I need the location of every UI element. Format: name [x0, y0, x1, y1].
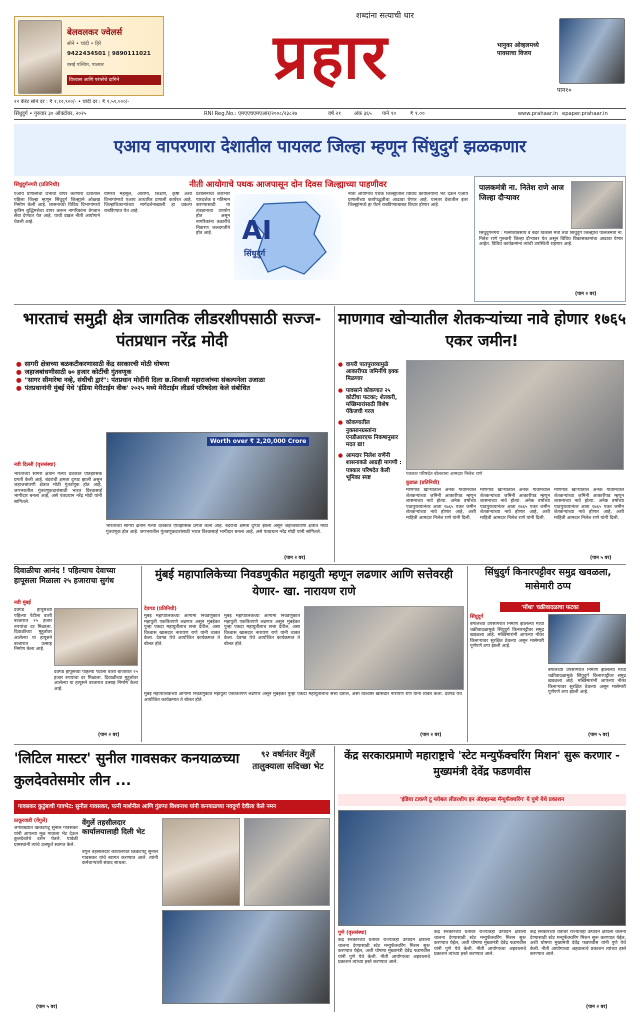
- coast-badge: 'मोंथा' चक्रीवादळाचा फटका: [500, 602, 600, 612]
- website-link[interactable]: www.prahaar.in: [517, 111, 558, 117]
- promo-text: भानुका ओव्हलमध्ये पावसाचा विजय: [497, 42, 539, 57]
- fadnavis-dateline: पुणे (वृत्तसंस्था): [338, 930, 367, 936]
- fadnavis-headline[interactable]: केंद्र सरकारप्रमाणे महाराष्ट्राचे 'स्टेट मन्युफॅक्चरिंग मिशन' सुरू करणार - मुख्यमंत्री देवेंद्र फडणवीस: [344, 749, 620, 778]
- coast-text-1: बंगालच्या उपसागरात निर्माण झालेल्या मोंथा चक्रीवादळामुळे सिंधुदुर्ग किनारपट्टीवर समुद्र खवळला आहे. मच्छिमारांनी आपल्या नौका किनाऱ्यावर सुरक्षित ठेवल्या असून मासेमारी पूर्णपणे ठप्प झाली आहे.: [470, 622, 544, 650]
- coast-story: [470, 566, 626, 742]
- modi-bullet: ● पंतप्रधानांनी मुंबई येथे 'इंडिया मेरीटाईम वीक' २०२५ मध्ये मेरीटाईम लीडर्स परिषदेला केले संबोधित: [16, 384, 251, 392]
- modi-cont: (पान २ वर): [284, 556, 306, 561]
- fadnavis-banner: 'इंडिया टाकणे टू ग्लोबल लीडरशीप इन ॲडव्हान्स्ड मॅन्युफॅक्चरिंग' ये पुणे येथे प्रकाशन: [338, 794, 626, 806]
- ai-col2: यामध्ये महसूल, आरोग्य, शिक्षण, कृषी अशा विभागांमध्ये एआय आधारित प्रणाली कार्यरत आहे. जिल्हाधिकाऱ्यांच्या मार्गदर्शनाखाली हा प्रकल्प राबविण्यात येत आहे.: [104, 192, 192, 214]
- minister-photo: [571, 181, 623, 229]
- diwali-cont: (पान २ वर): [98, 733, 120, 738]
- gavaskar-banner: गावसकर कुटुंबाची गावभेट: सुनील गावसकर, पत्नी मार्शनील आणि गुंडप्पा विश्वनाथ यांनी कनयाळच्या नवदुर्गा देवीला केले नमन: [14, 800, 330, 814]
- mangaon-bullet: ● कोकणातील नुकसानग्रस्तांना एनडीआरएफ निकषानुसार मदत द्या!: [338, 420, 399, 449]
- ad-model-photo: [18, 20, 62, 94]
- modi-dateline: नवी दिल्ली (वृत्तसंस्था): [14, 462, 56, 468]
- gavaskar-photo-2: [244, 818, 330, 906]
- mangaon-story: [338, 306, 626, 562]
- promo-box[interactable]: [497, 18, 627, 98]
- fadnavis-story: [338, 746, 626, 1012]
- fadnavis-cont: (पान २ वर): [586, 1005, 608, 1010]
- coast-text-2: बंगालच्या उपसागरात निर्माण झालेल्या मोंथा चक्रीवादळामुळे सिंधुदुर्ग किनारपट्टीवर समुद्र खवळला आहे. मच्छिमारांनी आपल्या नौका किनाऱ्यावर सुरक्षित ठेवल्या असून मासेमारी पूर्णपणे ठप्प झाली आहे.: [548, 668, 626, 696]
- ai-col3: प्रशासनाचा कारभार पारदर्शक व गतिमान करण्यासाठी या तंत्रज्ञानाचा उपयोग होत असून नागरिकांना तक्रारींचे निवारण जलदगतीने होत आहे.: [196, 192, 230, 237]
- headline-band: [14, 124, 626, 176]
- ad-address: वसई पश्चिम, पालघर: [67, 63, 104, 68]
- guardian-minister-box[interactable]: [474, 176, 626, 302]
- mumbai-text-2: मुंबई महापालिकेच्या आगामी निवडणुकीत महायुती एकत्रितपणे लढणार असून मुंबईकर पुन्हा एकदा महायुतीलाच सत्ता देतील, असा विश्वास खासदार नारायण राणे यांनी व्यक्त केला. देवगड येथे आयोजित कार्यक्रमात ते बोलत होते.: [224, 614, 300, 647]
- ad-phone: 9422434501 | 9890111021: [67, 51, 151, 57]
- coast-headline[interactable]: सिंधुदुर्ग किनारपट्टीवर समुद्र खवळला, मासेमारी ठप्प: [484, 567, 612, 592]
- gavaskar-photo-1: [162, 818, 240, 906]
- modi-headline[interactable]: भारताचं समुद्री क्षेत्र जागतिक लीडरशीपसाठी सज्ज- पंतप्रधान नरेंद्र मोदी: [22, 309, 322, 350]
- mumbai-cont: (पान २ वर): [420, 733, 442, 738]
- mangaon-photo: [406, 360, 624, 470]
- mangaon-text-1: माणगाव खोऱ्यातील अनेक गावांमधील शेतकऱ्यांच्या जमिनी आकारीपड म्हणून शासनाच्या नावे होत्या. अनेक वर्षांच्या पाठपुराव्यानंतर आता १७६५ एकर जमीन शेतकऱ्यांच्या नावे होणार आहे, अशी माहिती आमदार निलेश राणे यांनी दिली.: [406, 488, 476, 521]
- modi-bullet: ● जहाजबांधणीसाठी ७० हजार कोटींची गुंतवणूक: [16, 368, 132, 376]
- coast-cont: (पान ५ वर): [588, 733, 610, 738]
- modi-photo: [106, 432, 328, 520]
- gavaskar-side: ९२ वर्षानंतर वेंगुर्ले तालुक्याला सदिच्छा भेट: [252, 749, 324, 771]
- mangaon-text-2: माणगाव खोऱ्यातील अनेक गावांमधील शेतकऱ्यांच्या जमिनी आकारीपड म्हणून शासनाच्या नावे होत्या. अनेक वर्षांच्या पाठपुराव्यानंतर आता १७६५ एकर जमीन शेतकऱ्यांच्या नावे होणार आहे, अशी माहिती आमदार निलेश राणे यांनी दिली.: [480, 488, 550, 521]
- diwali-photo: [54, 608, 138, 666]
- ai-subhead[interactable]: नीती आयोगाचे पथक आजपासून दोन दिवस जिल्ह्याच्या पाहणीवर: [189, 179, 387, 189]
- mangaon-dateline: कुडाळ (प्रतिनिधी): [406, 480, 440, 486]
- gavaskar-headline[interactable]: 'लिटिल मास्टर' सुनील गावसकर कनयाळच्या कुलदेवतेसमोर लीन ...: [14, 751, 240, 789]
- ai-dateline: सिंधुदुर्गनगरी (प्रतिनिधी): [14, 182, 60, 188]
- mangaon-text-3: माणगाव खोऱ्यातील अनेक गावांमधील शेतकऱ्यांच्या जमिनी आकारीपड म्हणून शासनाच्या नावे होत्या. अनेक वर्षांच्या पाठपुराव्यानंतर आता १७६५ एकर जमीन शेतकऱ्यांच्या नावे होणार आहे, अशी माहिती आमदार निलेश राणे यांनी दिली.: [554, 488, 624, 521]
- main-headline[interactable]: एआय वापरणारा देशातील पायलट जिल्हा म्हणून सिंधुदुर्ग झळकणार: [113, 137, 527, 157]
- gavaskar-photo-3: [162, 910, 330, 1004]
- gavaskar-text-2: वेंगुर्ले तहसीलदार कार्यालयात क्रिकेटपटू सुनील गावसकर यांचे स्वागत करण्यात आले. त्यांनी कर्मचाऱ्यांशी संवाद साधला.: [82, 850, 158, 867]
- mangaon-bullet: ● पावसाने कोकणात २५ कोटींचा फटका; शेतकरी, मच्छिमारांसाठी विशेष पॅकेजची गरज: [338, 387, 398, 416]
- fadnavis-photo: [338, 810, 626, 926]
- mumbai-text-1: मुंबई महापालिकेच्या आगामी निवडणुकीत महायुती एकत्रितपणे लढणार असून मुंबईकर पुन्हा एकदा महायुतीलाच सत्ता देतील, असा विश्वास खासदार नारायण राणे यांनी व्यक्त केला. देवगड येथे आयोजित कार्यक्रमात ते बोलत होते.: [144, 614, 220, 647]
- modi-photo-caption: Worth over ₹ 2,20,000 Crore: [207, 437, 309, 446]
- fadnavis-text-2: केंद्र सरकारच्या धर्तीवर राज्यातही उत्पादन क्षेत्राला चालना देण्यासाठी स्टेट मन्युफॅक्चरिंग मिशन सुरू करण्यात येईल, अशी घोषणा मुख्यमंत्री देवेंद्र फडणवीस यांनी पुणे येथे केली. नीती आयोगाच्या अहवालाचे प्रकाशन त्यांच्या हस्ते करण्यात आले.: [434, 930, 526, 958]
- info-bar: [14, 108, 626, 120]
- jewellers-ad[interactable]: [14, 16, 164, 96]
- ai-graphic-title: AI: [242, 216, 272, 246]
- mumbai-photo: [304, 606, 464, 690]
- ai-col4: नीती आयोगाचे पथक जिल्ह्यातील विविध कार्यालयांना भेट देऊन एआय प्रणालीच्या कार्यपद्धतीचा आढावा घेणार आहे. यानंतर देशातील इतर जिल्ह्यांमध्ये हा पॅटर्न राबविण्याबाबत विचार होणार आहे.: [348, 192, 468, 209]
- ad-line: सोने • चांदी • हिरे: [67, 41, 102, 47]
- mangaon-headline[interactable]: माणगाव खोऱ्यातील शेतकऱ्यांच्या नावे होणार १७६५ एकर जमीन!: [338, 310, 626, 350]
- modi-bullets: [16, 360, 328, 400]
- coast-photo: [548, 614, 626, 664]
- year: वर्ष २१: [328, 111, 341, 117]
- modi-bullet: ● सागरी क्षेत्राच्या बळकटीकरणासाठी केंद्र सरकारची मोठी घोषणा: [16, 360, 170, 368]
- rni-number: RNI Reg.No.: एमएएचएमएआर/२००८/२३८२७: [204, 111, 298, 117]
- gavaskar-cont: (पान ५ वर): [36, 1005, 58, 1010]
- edition-date: सिंधुदुर्ग • गुरुवार ३० ऑक्टोबर, २०२५: [14, 111, 87, 117]
- mumbai-dateline: देवगड (प्रतिनिधी): [144, 606, 177, 612]
- mumbai-text-3: मुंबई महापालिकेच्या आगामी निवडणुकीत महायुती एकत्रितपणे लढणार असून मुंबईकर पुन्हा एकदा महायुतीलाच सत्ता देतील, असा विश्वास खासदार नारायण राणे यांनी व्यक्त केला. देवगड येथे आयोजित कार्यक्रमात ते बोलत होते.: [144, 692, 462, 703]
- masthead: [0, 0, 640, 108]
- ai-col1: एआय प्रणालीचा प्रभावी वापर करणारा देशातील पहिला जिल्हा म्हणून सिंधुदुर्ग जिल्ह्याने ओळख निर्माण केली आहे. शासनाच्या विविध विभागांमध्ये कृत्रिम बुद्धिमत्तेचा वापर करून नागरिकांना वेगवान सेवा देण्यात येत आहे. याची दखल नीती आयोगाने घेतली आहे.: [14, 192, 100, 225]
- promo-page: पान१०: [557, 87, 572, 94]
- minister-cont: (पान २ वर): [575, 292, 597, 297]
- mangaon-photo-caption: पत्रकार परिषदेत बोलताना आमदार निलेश राणे: [406, 472, 483, 477]
- gavaskar-story: [14, 746, 330, 1012]
- coast-dateline: सिंधुदुर्ग: [470, 614, 484, 620]
- fadnavis-text-3: केंद्र सरकारच्या धर्तीवर राज्यातही उत्पादन क्षेत्राला चालना देण्यासाठी स्टेट मन्युफॅक्चरिंग मिशन सुरू करण्यात येईल, अशी घोषणा मुख्यमंत्री देवेंद्र फडणवीस यांनी पुणे येथे केली. नीती आयोगाच्या अहवालाचे प्रकाशन त्यांच्या हस्ते करण्यात आले.: [530, 930, 626, 958]
- diwali-dateline: नवी मुंबई: [14, 600, 31, 606]
- ai-graphic-label: सिंधुदुर्ग: [244, 249, 266, 258]
- ai-map-graphic: [234, 194, 342, 280]
- mangaon-bullets: [338, 362, 402, 490]
- fadnavis-text-1: केंद्र सरकारच्या धर्तीवर राज्यातही उत्पादन क्षेत्राला चालना देण्यासाठी स्टेट मन्युफॅक्चरिंग मिशन सुरू करण्यात येईल, अशी घोषणा मुख्यमंत्री देवेंद्र फडणवीस यांनी पुणे येथे केली. नीती आयोगाच्या अहवालाचे प्रकाशन त्यांच्या हस्ते करण्यात आले.: [338, 938, 430, 966]
- epaper-link[interactable]: epaper.prahaar.in: [562, 111, 608, 117]
- diwali-text-2: देवगड हापूसच्या पहिल्या पेटीला वाशी बाजारात २५ हजार रुपयांचा दर मिळाला. दिवाळीच्या मुहूर्तावर आलेल्या या हापूसने बाजारात उत्साह निर्माण केला आहे.: [54, 670, 138, 692]
- issue: अंक ३६५: [354, 111, 372, 117]
- diwali-story: [14, 566, 138, 742]
- price: ₹ १.००: [410, 111, 425, 117]
- gold-rates: २२ कॅरेट सोने दर : ₹ १,१२,९००/- • चांदी दर : ₹ १,५९,०००/-: [14, 99, 130, 105]
- ad-note: विश्वास आणि परंपरेचे दागिने: [67, 75, 161, 85]
- mumbai-story: [144, 566, 464, 742]
- minister-label: पालकमंत्री ना. नितेश राणे आज जिल्हा दौऱ्यावर: [479, 183, 564, 202]
- modi-story: [14, 306, 330, 562]
- ai-story: [14, 176, 470, 302]
- masthead-title[interactable]: प्रहार: [273, 20, 389, 93]
- gavaskar-dateline: ठाकूरवाडी (वेंगुर्ले): [14, 818, 48, 824]
- mangaon-cont: (पान ५ वर): [590, 556, 612, 561]
- mumbai-headline[interactable]: मुंबई महापालिकेच्या निवडणुकीत महायुती म्हणून लढणार आणि सत्तेवरही येणार- खा. नारायण राणे: [155, 567, 453, 598]
- modi-text-right: भारताच्या सागरी क्षेत्राने गेल्या दशकात ऐतिहासिक प्रगती केली आहे. बंदरांची क्षमता दुप्पट झाली असून जहाजबांधणी क्षेत्रात मोठी गुंतवणूक होत आहे. जगभरातील गुंतवणूकदारांसाठी भारत विश्वासार्ह भागीदार बनला आहे, असे पंतप्रधान नरेंद्र मोदी यांनी सांगितले.: [106, 524, 328, 535]
- minister-text: सिंधुदुर्गनगरी : मत्स्यव्यवसाय व बंदरे विकास मंत्री तथा सिंधुदुर्ग जिल्ह्याचे पालकमंत्री ना. नितेश राणे गुरुवारी जिल्हा दौऱ्यावर येत असून विविध विकासकामांचा आढावा घेणार आहेत. विविध कार्यक्रमांना त्यांची उपस्थिती राहणार आहे.: [479, 231, 623, 248]
- masthead-tagline: शब्दांना सत्याची धार: [356, 11, 414, 20]
- mangaon-bullet: ● वायरी पातपुराव्यामुळे आकारीपड जमिनींचे हक्क मिळणार: [338, 362, 399, 383]
- diwali-text: देवगड हापूसच्या पहिल्या पेटीला वाशी बाजारात २५ हजार रुपयांचा दर मिळाला. दिवाळीच्या मुहूर्तावर आलेल्या या हापूसने बाजारात उत्साह निर्माण केला आहे.: [14, 608, 52, 653]
- pages: पाने १०: [382, 111, 397, 117]
- gavaskar-text-1: जगविख्यात क्रिकेटपटू सुनील गावसकर यांनी आपल्या मूळ गावाला भेट देऊन कुलदेवतेचे दर्शन घेतले. यावेळी ग्रामस्थांनी त्यांचे उत्स्फूर्त स्वागत केले.: [14, 826, 78, 848]
- gavaskar-subhead: वेंगुर्ले तहसीलदार कार्यालयालाही दिली भेट: [82, 818, 145, 836]
- diwali-headline[interactable]: दिवाळीचा आनंद ! पहिल्याच देवाच्या हापूसला मिळाला २५ हजाराचा सुगंध: [14, 566, 116, 585]
- mangaon-bullet: ● आमदार निलेश राणेंनी शासनाकडे आग्रही मागणी : पत्रकार परिषदेत केली भूमिका स्पष्ट: [338, 453, 402, 481]
- promo-photo: [559, 18, 625, 84]
- ad-brand: बेलवलकर ज्वेलर्स: [67, 28, 123, 38]
- modi-text-left: भारताच्या सागरी क्षेत्राने गेल्या दशकात ऐतिहासिक प्रगती केली आहे. बंदरांची क्षमता दुप्पट झाली असून जहाजबांधणी क्षेत्रात मोठी गुंतवणूक होत आहे. जगभरातील गुंतवणूकदारांसाठी भारत विश्वासार्ह भागीदार बनला आहे, असे पंतप्रधान नरेंद्र मोदी यांनी सांगितले.: [14, 472, 102, 505]
- modi-bullet: ● "सागर सीमारेषा नव्हे, संधीची द्वारं": पंतप्रधान मोदींनी दिला छ.शिवाजी महाराजांच्या संकल्पनेला उजाळा: [16, 376, 265, 384]
